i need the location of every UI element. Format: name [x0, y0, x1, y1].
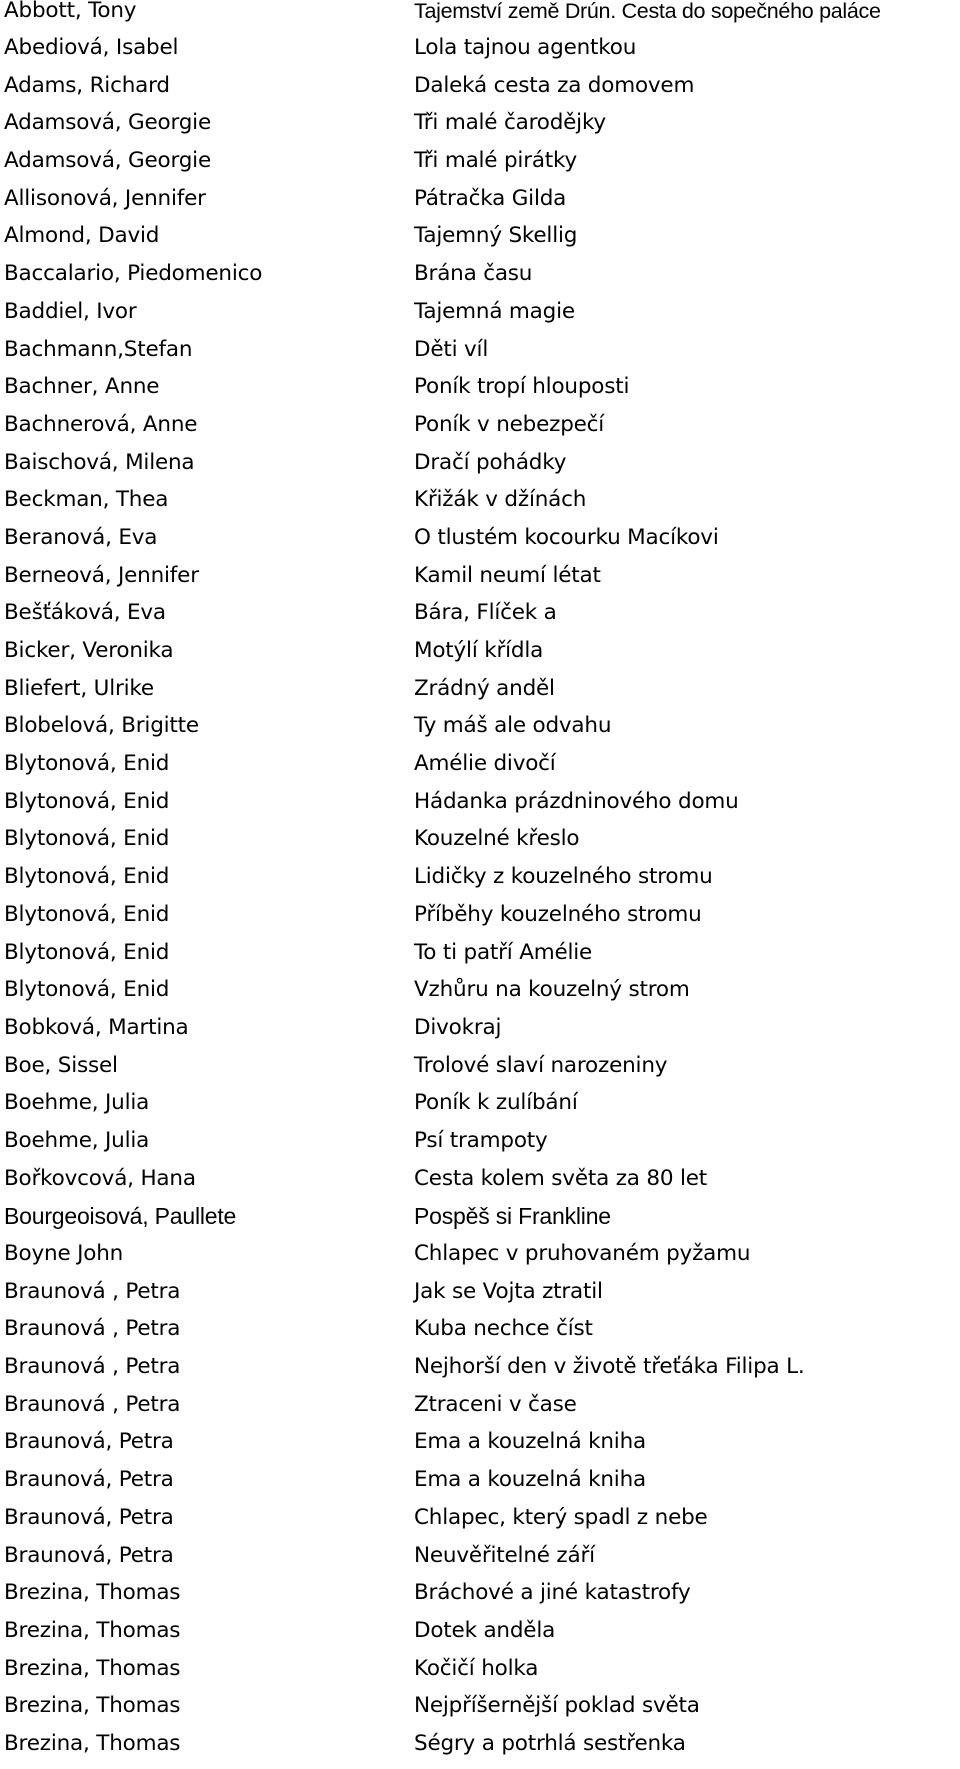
- author-name: Bachmann,Stefan: [4, 336, 193, 362]
- book-row: [0, 1015, 960, 1053]
- book-title: Trolové slaví narozeniny: [414, 1052, 668, 1078]
- author-name: Brezina, Thomas: [4, 1617, 181, 1643]
- author-name: Adamsová, Georgie: [4, 110, 211, 136]
- book-row: [0, 1505, 960, 1543]
- book-title: Neuvěřitelné září: [414, 1542, 595, 1568]
- book-title: Bára, Flíček a: [414, 600, 557, 626]
- book-title: O tlustém kocourku Macíkovi: [414, 524, 719, 550]
- book-row: [0, 1053, 960, 1091]
- book-title: Cesta kolem světa za 80 let: [414, 1165, 708, 1191]
- book-title: To ti patří Amélie: [414, 939, 593, 965]
- author-name: Adams, Richard: [4, 72, 170, 98]
- author-name: Boe, Sissel: [4, 1052, 118, 1078]
- author-name: Braunová, Petra: [4, 1504, 174, 1530]
- book-title: Nejhorší den v životě třeťáka Filipa L.: [414, 1354, 805, 1380]
- book-title: Lola tajnou agentkou: [414, 35, 637, 60]
- book-row: [0, 1693, 960, 1731]
- book-title: Chlapec, který spadl z nebe: [414, 1504, 708, 1530]
- author-name: Bicker, Veronika: [4, 638, 174, 663]
- author-name: Abediová, Isabel: [4, 35, 179, 60]
- book-title: Kamil neumí létat: [414, 562, 601, 588]
- book-row: [0, 1279, 960, 1317]
- author-name: Braunová , Petra: [4, 1391, 181, 1417]
- book-row: [0, 1354, 960, 1392]
- author-name: Braunová , Petra: [4, 1354, 181, 1380]
- author-name: Braunová, Petra: [4, 1542, 174, 1568]
- author-name: Braunová, Petra: [4, 1429, 174, 1455]
- book-row: [0, 1656, 960, 1694]
- book-title: Ségry a potrhlá sestřenka: [414, 1730, 686, 1756]
- book-row: [0, 148, 960, 186]
- author-name: Almond, David: [4, 223, 160, 249]
- book-row: [0, 638, 960, 676]
- book-title: Tři malé čarodějky: [414, 110, 606, 136]
- book-row: [0, 1090, 960, 1128]
- author-name: Blytonová, Enid: [4, 864, 170, 890]
- book-title: Tři malé pirátky: [414, 148, 578, 174]
- author-name: Berneová, Jennifer: [4, 562, 199, 588]
- book-row: [0, 487, 960, 525]
- book-title: Tajemná magie: [414, 298, 575, 324]
- author-name: Baddiel, Ivor: [4, 298, 137, 324]
- book-title: Ema a kouzelná kniha: [414, 1429, 646, 1455]
- book-row: [0, 864, 960, 902]
- book-title: Pátračka Gilda: [414, 185, 567, 211]
- book-row: [0, 1166, 960, 1204]
- book-row: [0, 450, 960, 488]
- book-title: Poník k zulíbání: [414, 1090, 578, 1116]
- book-title: Psí trampoty: [414, 1127, 548, 1153]
- author-name: Bliefert, Ulrike: [4, 675, 154, 701]
- book-row: [0, 563, 960, 601]
- book-title: Brána času: [414, 261, 533, 287]
- book-row: [0, 751, 960, 789]
- book-row: [0, 713, 960, 751]
- author-name: Bešťáková, Eva: [4, 600, 166, 626]
- book-row: [0, 0, 960, 35]
- book-title: Dračí pohádky: [414, 449, 567, 475]
- book-row: [0, 1467, 960, 1505]
- author-name: Bachnerová, Anne: [4, 411, 198, 437]
- author-name: Boehme, Julia: [4, 1127, 150, 1153]
- author-name: Blytonová, Enid: [4, 901, 170, 927]
- book-title: Chlapec v pruhovaném pyžamu: [414, 1241, 751, 1266]
- author-name: Bořkovcová, Hana: [4, 1165, 196, 1191]
- book-title: Kuba nechce číst: [414, 1316, 593, 1342]
- author-name: Beckman, Thea: [4, 487, 169, 513]
- book-row: [0, 789, 960, 827]
- author-name: Braunová , Petra: [4, 1278, 181, 1304]
- author-name: Braunová , Petra: [4, 1316, 181, 1342]
- author-name: Baccalario, Piedomenico: [4, 261, 263, 287]
- book-row: [0, 337, 960, 375]
- book-row: [0, 110, 960, 148]
- book-row: [0, 374, 960, 412]
- book-title: Nejpříšernější poklad světa: [414, 1693, 700, 1719]
- book-title: Ztraceni v čase: [414, 1391, 577, 1417]
- book-row: [0, 1618, 960, 1656]
- book-title: Jak se Vojta ztratil: [414, 1278, 603, 1304]
- book-title: Daleká cesta za domovem: [414, 72, 695, 98]
- author-name: Blytonová, Enid: [4, 788, 170, 814]
- book-title: Křižák v džínách: [414, 487, 587, 513]
- book-row: [0, 35, 960, 73]
- author-name: Brezina, Thomas: [4, 1580, 181, 1606]
- author-name: Brezina, Thomas: [4, 1693, 181, 1719]
- book-title: Bráchové a jiné katastrofy: [414, 1580, 691, 1606]
- book-title: Kouzelné křeslo: [414, 826, 580, 852]
- author-name: Brezina, Thomas: [4, 1655, 181, 1681]
- book-row: [0, 600, 960, 638]
- book-row: [0, 1128, 960, 1166]
- book-title: Příběhy kouzelného stromu: [414, 901, 702, 927]
- author-name: Allisonová, Jennifer: [4, 185, 206, 211]
- book-title: Ema a kouzelná kniha: [414, 1467, 646, 1493]
- book-row: [0, 412, 960, 450]
- author-name: Blytonová, Enid: [4, 751, 170, 777]
- book-row: [0, 73, 960, 111]
- book-title: Motýlí křídla: [414, 638, 544, 663]
- book-title: Ty máš ale odvahu: [414, 713, 612, 739]
- book-row: [0, 676, 960, 714]
- book-title: Lidičky z kouzelného stromu: [414, 864, 713, 890]
- book-row: [0, 525, 960, 563]
- book-row: [0, 1203, 960, 1241]
- author-name: Adamsová, Georgie: [4, 148, 211, 174]
- book-title: Děti víl: [414, 336, 489, 362]
- author-name: Beranová, Eva: [4, 524, 158, 550]
- author-name: Baischová, Milena: [4, 449, 195, 475]
- book-title: Tajemství země Drún. Cesta do sopečného paláce: [414, 0, 881, 23]
- book-row: [0, 940, 960, 978]
- book-title: Vzhůru na kouzelný strom: [414, 977, 690, 1003]
- book-row: [0, 261, 960, 299]
- book-row: [0, 1580, 960, 1618]
- book-row: [0, 1429, 960, 1467]
- author-name: Abbott, Tony: [4, 0, 137, 23]
- book-row: [0, 902, 960, 940]
- book-row: [0, 1241, 960, 1279]
- book-row: [0, 977, 960, 1015]
- author-name: Blytonová, Enid: [4, 939, 170, 965]
- book-title: Amélie divočí: [414, 751, 556, 777]
- book-row: [0, 223, 960, 261]
- author-name: Bachner, Anne: [4, 374, 160, 400]
- book-row: [0, 1731, 960, 1769]
- author-name: Braunová, Petra: [4, 1467, 174, 1493]
- author-name: Brezina, Thomas: [4, 1730, 181, 1756]
- book-row: [0, 1316, 960, 1354]
- book-row: [0, 826, 960, 864]
- book-title: Dotek anděla: [414, 1617, 556, 1643]
- author-name: Blytonová, Enid: [4, 826, 170, 852]
- book-title: Poník v nebezpečí: [414, 411, 605, 437]
- book-title: Poník tropí hlouposti: [414, 374, 630, 400]
- book-row: [0, 1392, 960, 1430]
- book-title: Kočičí holka: [414, 1655, 539, 1681]
- author-name: Boehme, Julia: [4, 1090, 150, 1116]
- book-title: Hádanka prázdninového domu: [414, 788, 739, 814]
- book-row: [0, 186, 960, 224]
- book-row: [0, 1543, 960, 1581]
- book-title: Pospěš si Frankline: [414, 1203, 611, 1230]
- book-title: Divokraj: [414, 1014, 502, 1040]
- book-row: [0, 299, 960, 337]
- author-name: Blytonová, Enid: [4, 977, 170, 1003]
- author-name: Boyne John: [4, 1241, 124, 1266]
- author-name: Bourgeoisová, Paullete: [4, 1203, 237, 1230]
- author-name: Bobková, Martina: [4, 1014, 189, 1040]
- book-title: Zrádný anděl: [414, 675, 555, 701]
- book-title: Tajemný Skellig: [414, 223, 578, 249]
- author-name: Blobelová, Brigitte: [4, 713, 199, 739]
